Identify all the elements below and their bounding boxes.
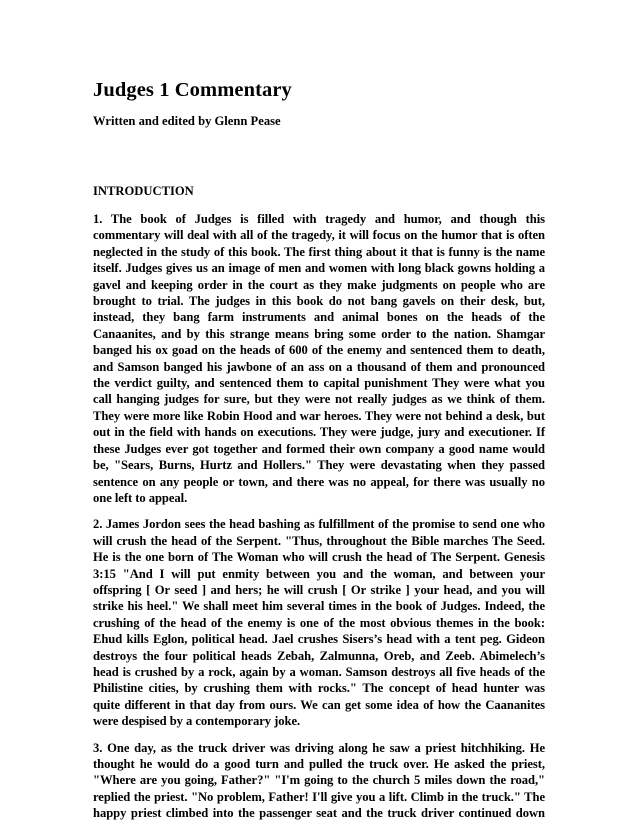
text-line: 1. The book of Judges is filled with tragedy and humor, and though this: [93, 212, 545, 226]
text-line: 3:15 "And I will put enmity between you and the woman, and between your: [93, 566, 545, 581]
text-line: Ehud kills Eglon, political head. Jael crushes Sisers’s head with a tent peg. Gideon: [93, 632, 545, 647]
text-line: were despised by a contemporary joke.: [93, 714, 301, 729]
text-line: happy priest climbed into the passenger seat and the truck driver continued down: [93, 806, 545, 821]
text-line: Philistine cities, by crushing them with rocks." The concept of head hunter was: [93, 681, 545, 696]
document-page: [93, 78, 545, 822]
text-line: quite different in that day from ours. We can get some idea of how the Caananites: [93, 697, 545, 712]
text-line: out in the field with hands on executions. They were judge, jury and executioner. If: [93, 425, 545, 440]
text-line: 2. James Jordon sees the head bashing as fulfillment of the promise to send one who: [93, 517, 545, 532]
body-text: [93, 211, 545, 822]
text-line: instead, they bang farm instruments and animal bones on the heads of the: [93, 310, 545, 325]
text-line: gavel and keeping order in the court as they make judgments on people who are: [93, 277, 545, 292]
text-line: thought he would do a good turn and pulled the truck over. He asked the priest,: [93, 757, 545, 771]
text-line: offspring [ Or seed ] and hers; he will crush [ Or strike ] your head, and you will: [93, 582, 545, 597]
text-line: these Judges ever got together and formed their own company a good name would: [93, 441, 545, 456]
text-line: call hanging judges for sure, but they were not really judges as we think of them.: [93, 392, 545, 407]
document-title: Judges 1 Commentary: [93, 79, 292, 101]
section-heading: INTRODUCTION: [93, 184, 194, 198]
text-line: head is crushed by a rock, again by a woman. Samson destroys all five heads of the: [93, 664, 545, 679]
paragraph-3: [93, 740, 545, 822]
text-line: destroys the four political heads Zebah, Zalmunna, Oreb, and Zeeb. Abimelech’s: [93, 648, 545, 663]
text-line: neglected in the study of this book. The first thing about it that is funny is the name: [93, 244, 545, 259]
text-line: be, "Sears, Burns, Hurtz and Hollers." They were devastating when they passed: [93, 458, 545, 473]
byline: Written and edited by Glenn Pease: [93, 114, 281, 128]
text-line: strike his heel." We shall meet him several times in the book of Judges. Indeed, the: [93, 599, 545, 614]
text-line: Canaanites, and by this strange means bring some order to the nation. Shamgar: [93, 326, 545, 341]
text-line: He is the one born of The Woman who will crush the head of The Serpent. Genesis: [93, 550, 545, 565]
text-line: commentary will deal with all of the tragedy, it will focus on the humor that is often: [93, 228, 545, 243]
text-line: replied the priest. "No problem, Father! I'll give you a lift. Climb in the truck." The: [93, 789, 545, 804]
paragraph-1: [93, 211, 545, 506]
paragraph-2: [93, 516, 545, 729]
text-line: brought to trial. The judges in this book do not bang gavels on their desk, but,: [93, 294, 545, 309]
text-line: 3. One day, as the truck driver was driving along he saw a priest hitchhiking. He: [93, 740, 545, 755]
text-line: sentence on any people or town, and there was no appeal, for there was usually no: [93, 474, 545, 489]
text-line: They were more like Robin Hood and war heroes. They were not behind a desk, but: [93, 408, 545, 423]
text-line: crushing of the head of the enemy is one of the most obvious themes in the book:: [93, 615, 545, 630]
text-line: one left to appeal.: [93, 490, 188, 505]
text-line: and Samson banged his jawbone of an ass on a thousand of them and pronounced: [93, 359, 545, 374]
text-line: "Where are you going, Father?" "I'm going to the church 5 miles down the road,": [93, 773, 545, 788]
text-line: itself. Judges gives us an image of men and women with long black gowns holding a: [93, 261, 545, 276]
text-line: the verdict guilty, and sentenced them to capital punishment They were what you: [93, 376, 545, 391]
text-line: will crush the head of the Serpent. "Thus, throughout the Bible marches The Seed.: [93, 533, 545, 548]
text-line: banged his ox goad on the heads of 600 of the enemy and sentenced them to death,: [93, 343, 545, 358]
